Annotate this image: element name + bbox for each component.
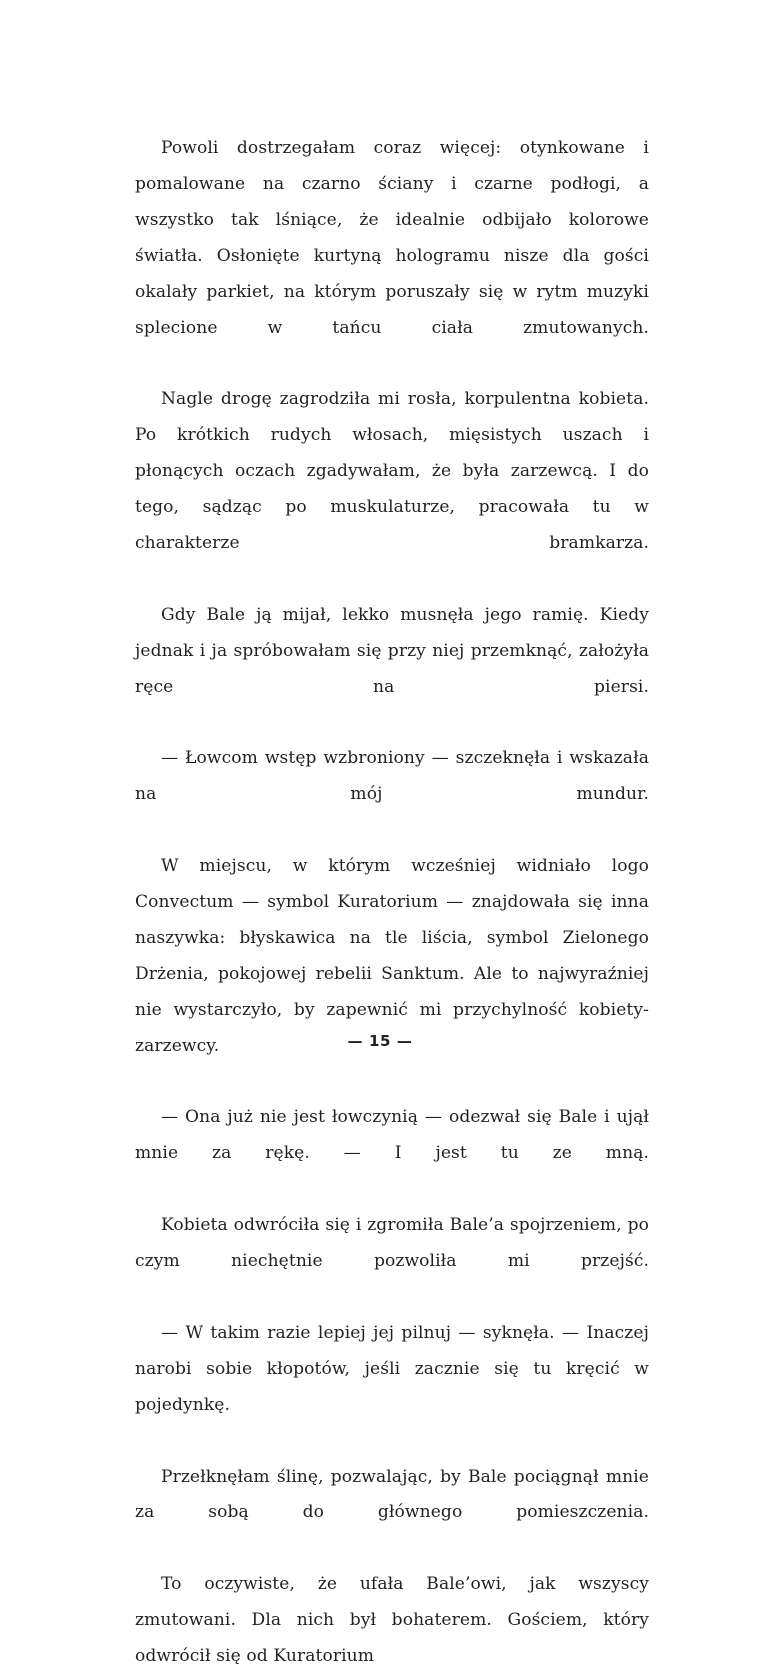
paragraph: W miejscu, w którym wcześniej widniało logo Convectum — symbol Kuratorium — znajdowała się inna naszywka: błyskawica na tle liścia, symbol Zielonego Drżenia, pokojowej rebelii Sanktum. Ale to najwyraźniej nie wystarczyło, by zapewnić mi przychylność kobiety-zarzewcy.	[135, 856, 649, 1056]
paragraph: Gdy Bale ją mijał, lekko musnęła jego ramię. Kiedy jednak i ja spróbowałam się przy niej przemknąć, założyła ręce na piersi.	[135, 604, 649, 697]
dialogue-paragraph: — Łowcom wstęp wzbroniony — szczeknęła i wskazała na mój mundur.	[135, 748, 649, 805]
page-number: — 15 —	[347, 1032, 413, 1050]
paragraph: Przełknęłam ślinę, pozwalając, by Bale pociągnął mnie za sobą do głównego pomieszczenia.	[135, 1466, 649, 1523]
paragraph: Kobieta odwróciła się i zgromiła Bale’a spojrzeniem, po czym niechętnie pozwoliła mi przejść.	[135, 1215, 649, 1272]
page-text-body	[135, 131, 649, 1675]
paragraph: To oczywiste, że ufała Bale’owi, jak wszyscy zmutowani. Dla nich był bohaterem. Gościem, który odwrócił się od Kuratorium	[135, 1574, 649, 1667]
dialogue-paragraph: — W takim razie lepiej jej pilnuj — syknęła. — Inaczej narobi sobie kłopotów, jeśli zacznie się tu kręcić w pojedynkę.	[135, 1322, 649, 1415]
paragraph: Nagle drogę zagrodziła mi rosła, korpulentna kobieta. Po krótkich rudych włosach, mięsistych uszach i płonących oczach zgadywałam, że była zarzewcą. I do tego, sądząc po muskulaturze, pracowała tu w charakterze bramkarza.	[135, 389, 649, 553]
dialogue-paragraph: — Ona już nie jest łowczynią — odezwał się Bale i ujął mnie za rękę. — I jest tu ze mną.	[135, 1107, 649, 1164]
paragraph: Powoli dostrzegałam coraz więcej: otynkowane i pomalowane na czarno ściany i czarne podłogi, a wszystko tak lśniące, że idealnie odbijało kolorowe światła. Osłonięte kurtyną hologramu nisze dla gości okalały parkiet, na którym poruszały się w rytm muzyki splecione w tańcu ciała zmutowanych.	[135, 138, 649, 338]
